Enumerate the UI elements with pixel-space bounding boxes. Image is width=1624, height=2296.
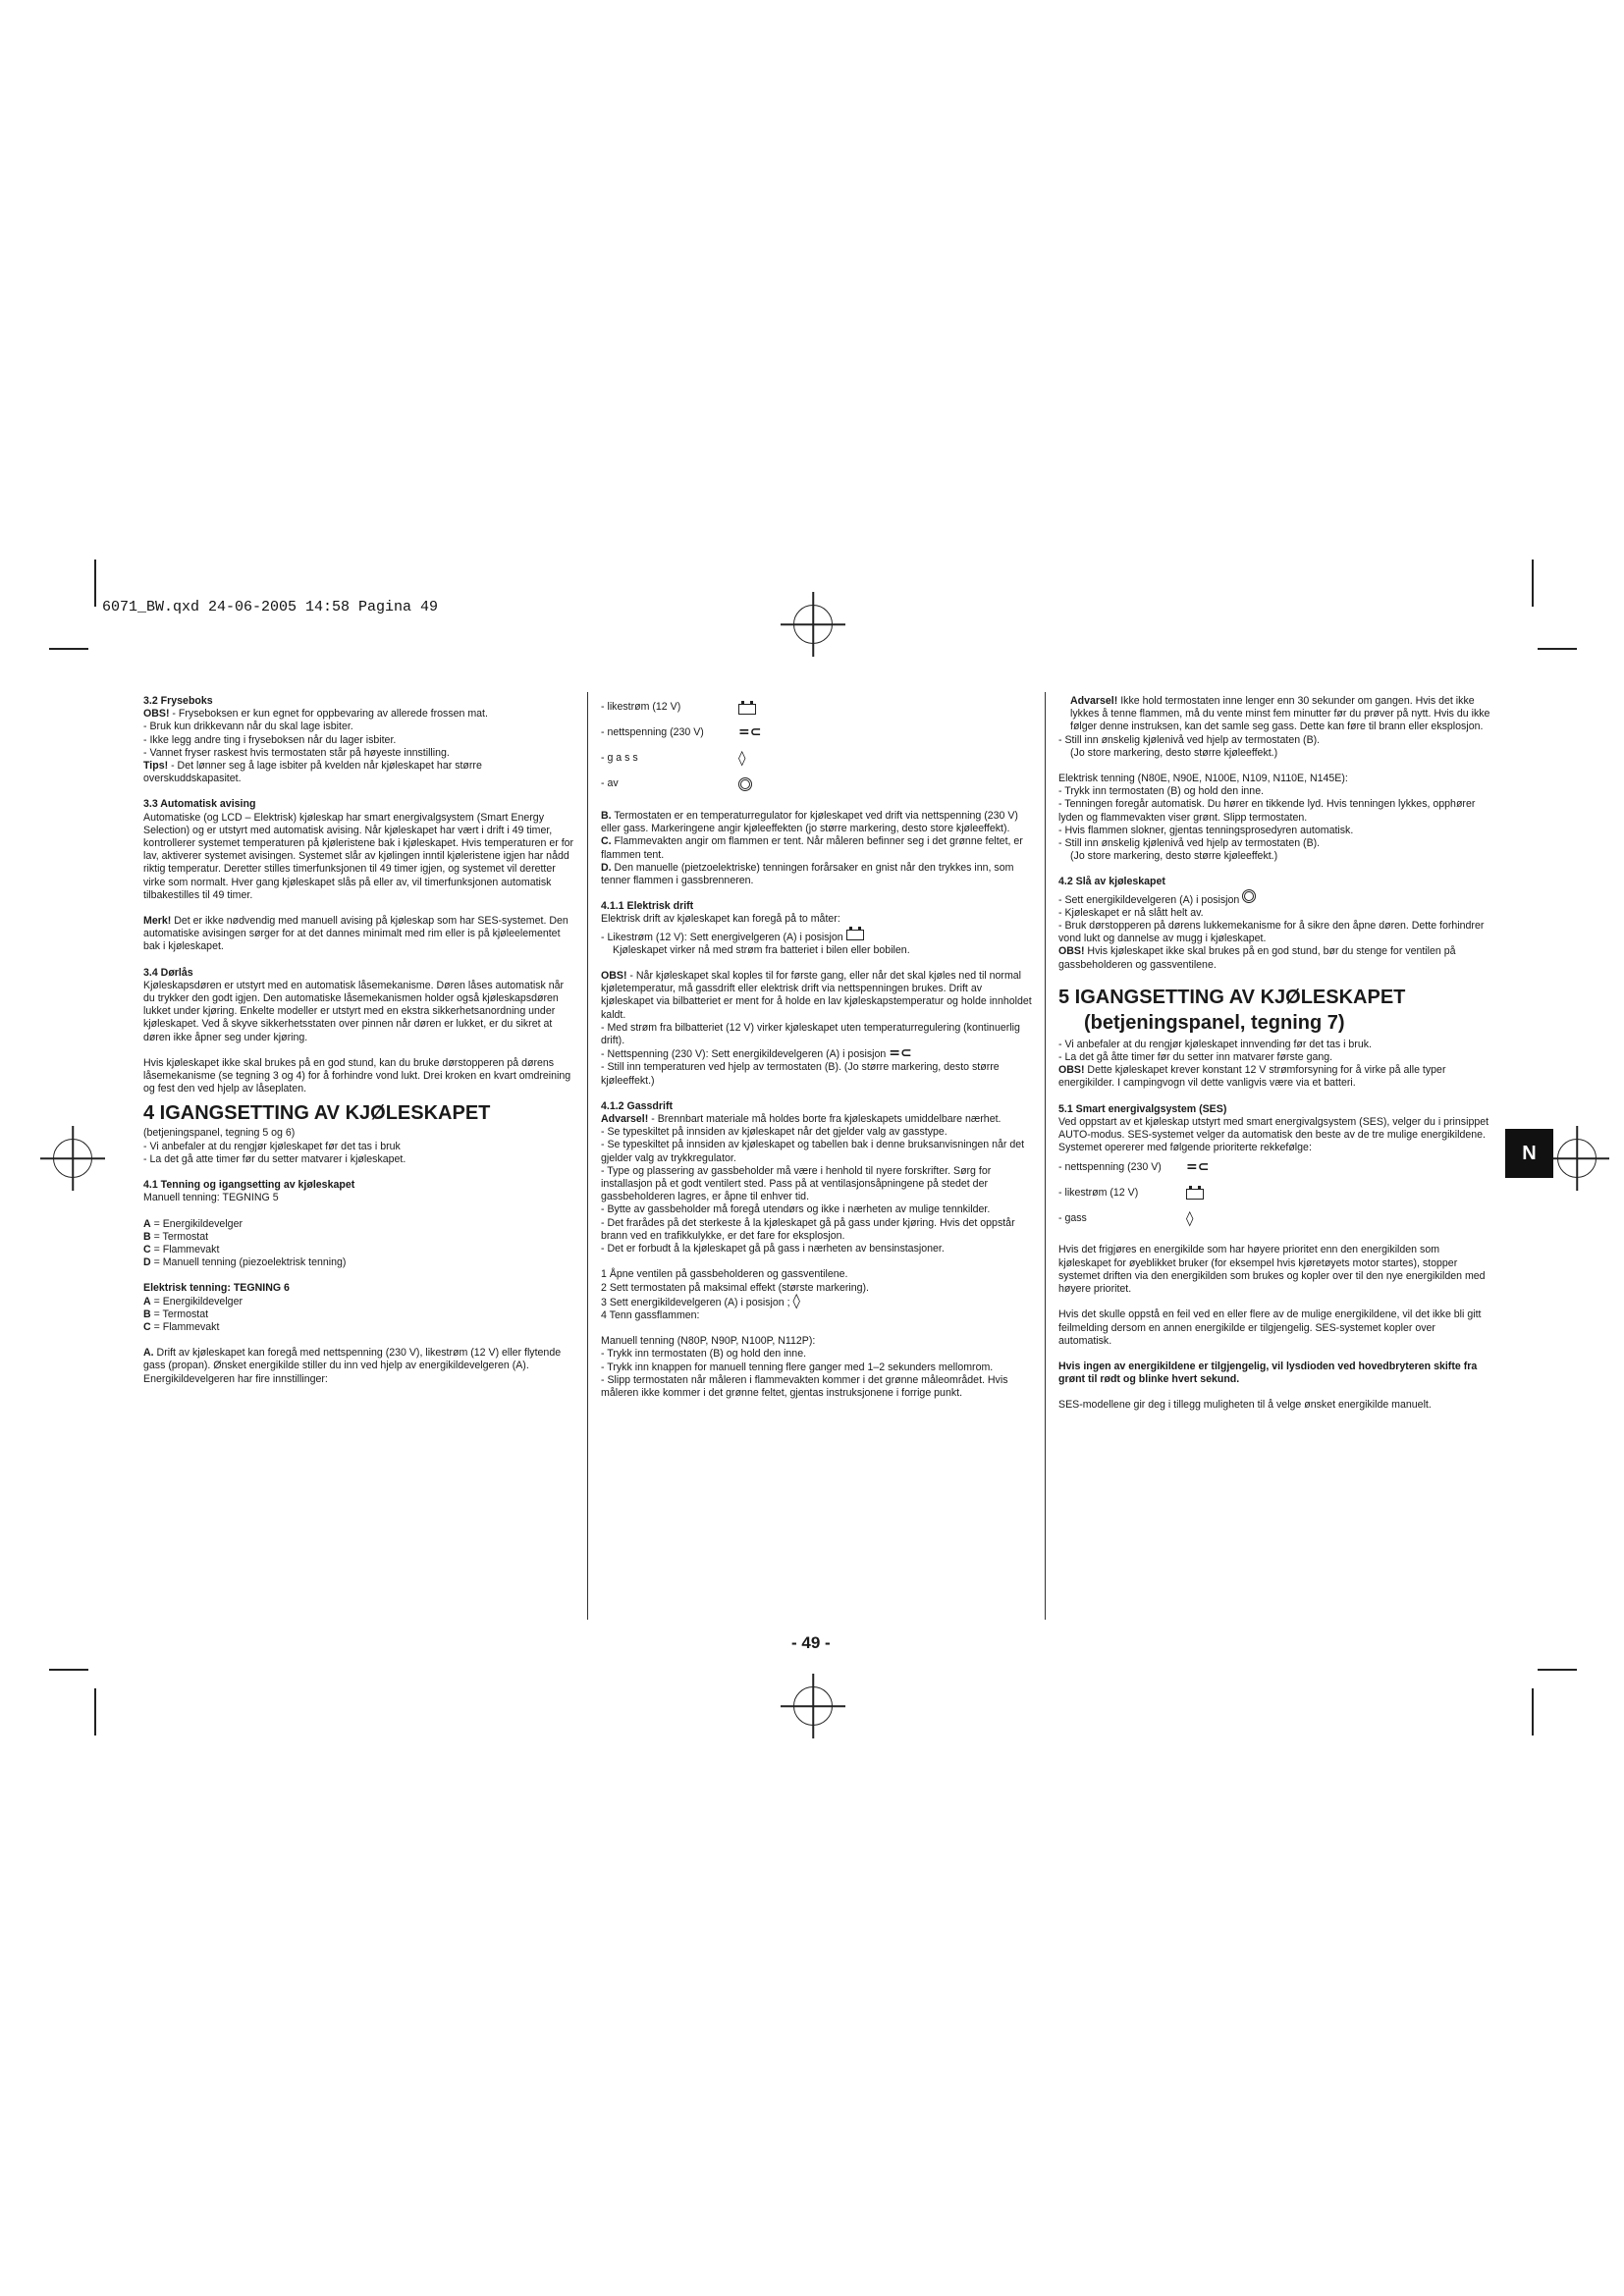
list-item: - Still inn ønskelig kjølenivå ved hjelp av termostaten (B). bbox=[1058, 837, 1321, 850]
column-2 bbox=[601, 695, 1033, 1400]
priority-item: - likestrøm (12 V) bbox=[1058, 1180, 1490, 1205]
paragraph: C. Flammevakten angir om flammen er tent. Når måleren befinner seg i det grønne feltet, er flammen tent. bbox=[601, 835, 1023, 861]
list-item: - Sett energikildevelgeren (A) i posisjon bbox=[1058, 889, 1490, 907]
plug-icon: =⊂ bbox=[889, 1045, 912, 1062]
section-5-1-title: 5.1 Smart energivalgsystem (SES) bbox=[1058, 1102, 1227, 1115]
list-item: - La det gå åtte timer før du setter inn matvarer første gang. bbox=[1058, 1051, 1333, 1064]
plug-icon: =⊂ bbox=[738, 724, 762, 741]
battery-icon bbox=[1186, 1189, 1204, 1200]
list-item: - La det gå atte timer før du setter matvarer i kjøleskapet. bbox=[143, 1152, 406, 1165]
column-1 bbox=[143, 695, 575, 1386]
legend-item: D = Manuell tenning (piezoelektrisk tenning) bbox=[143, 1256, 347, 1269]
language-tab: N bbox=[1505, 1129, 1553, 1178]
crop-mark bbox=[1532, 560, 1534, 607]
source-item: - av bbox=[601, 772, 1033, 797]
list-item: - Se typeskiltet på innsiden av kjøleskapet når det gjelder valg av gasstype. bbox=[601, 1126, 947, 1139]
section-4-1-1-title: 4.1.1 Elektrisk drift bbox=[601, 900, 694, 913]
paragraph: A. Drift av kjøleskapet kan foregå med nettspenning (230 V), likestrøm (12 V) eller flytende gass (propan). Ønsket energikilde stiller du inn ved hjelp av energikildevelgeren (A). Energikildevelgeren har fire innstillinger: bbox=[143, 1347, 562, 1385]
crop-mark bbox=[1538, 1669, 1577, 1671]
section-3-4-title: 3.4 Dørlås bbox=[143, 966, 193, 979]
subtitle: (betjeningspanel, tegning 5 og 6) bbox=[143, 1127, 296, 1140]
paragraph: Merk! Det er ikke nødvendig med manuell avising på kjøleskap som har SES-systemet. Den automatiske avisingen sørger for at det dannes minimalt med rim eller is på kjøleelementet bak i kjøleskapet. bbox=[143, 915, 568, 953]
legend-item: A = Energikildevelger bbox=[143, 1217, 243, 1230]
flame-icon: ◊ bbox=[738, 749, 746, 768]
legend-item: C = Flammevakt bbox=[143, 1320, 220, 1333]
column-3 bbox=[1058, 695, 1490, 1413]
flame-icon: ◊ bbox=[792, 1291, 800, 1309]
paragraph: Advarsel! - Brennbart materiale må holdes borte fra kjøleskapets umiddelbare nærhet. bbox=[601, 1113, 1001, 1126]
step-item: 1 Åpne ventilen på gassbeholderen og gassventilene. bbox=[601, 1268, 848, 1281]
column-divider bbox=[587, 692, 588, 1620]
step-item: 4 Tenn gassflammen: bbox=[601, 1308, 700, 1321]
paragraph: Automatiske (og LCD – Elektrisk) kjøleskap har smart energivalgsystem (Smart Energy Selection) og er utstyrt med automatisk avising. Når kjøleskapet har vært i drift i 49 timer, kontrollerer systemet temperaturen på kjøleristene bak i kjøleskapet. Hvis temperaturen er for lav, aktiverer systemet avisingen. Systemet slår av kjølingen inntil kjøleristene igjen har nådd riktig temperatur. Deretter stilles timerfunksjonen til 49 timer igjen, og systemet vil deretter virke som normalt. Hver gang kjøleskapet slås på eller av, vil timerfunksjonen automatisk tilbakestilles til 49 timer. bbox=[143, 811, 574, 901]
print-slug: 6071_BW.qxd 24-06-2005 14:58 Pagina 49 bbox=[102, 599, 439, 615]
legend-tegning-6 bbox=[143, 1296, 575, 1335]
list-item: - Bruk dørstopperen på dørens lukkemekanisme for å sikre den åpne døren. Dette forhindrer vond lukt og dannelse av mugg i kjøleskapet. bbox=[1058, 920, 1485, 945]
section-5-title: 5 IGANGSETTING AV KJØLESKAPET bbox=[1058, 986, 1406, 1008]
list-item: - Trykk inn termostaten (B) og hold den inne. bbox=[1058, 785, 1265, 798]
list-item: - Bruk kun drikkevann når du skal lage isbiter. bbox=[143, 721, 353, 733]
list-item: Kjøleskapet virker nå med strøm fra batteriet i bilen eller bobilen. bbox=[613, 943, 910, 956]
registration-mark bbox=[793, 605, 833, 644]
list-item: - Still inn ønskelig kjølenivå ved hjelp av termostaten (B). bbox=[1058, 733, 1321, 746]
subtitle: Elektrisk tenning (N80E, N90E, N100E, N109, N110E, N145E): bbox=[1058, 773, 1348, 785]
list-item: - Slipp termostaten når måleren i flammevakten kommer i det grønne måleområdet. Hvis måleren ikke kommer i det grønne feltet, gjentas instruksjonene i forrige punkt. bbox=[601, 1373, 1008, 1399]
step-item: 3 Sett energikildevelgeren (A) i posisjon ; ◊ bbox=[601, 1291, 800, 1309]
section-4-title: 4 IGANGSETTING AV KJØLESKAPET bbox=[143, 1102, 491, 1125]
plug-icon: =⊂ bbox=[1186, 1158, 1210, 1175]
column-divider bbox=[1045, 692, 1046, 1620]
section-5-subtitle: (betjeningspanel, tegning 7) bbox=[1084, 1011, 1345, 1034]
paragraph: Hvis kjøleskapet ikke skal brukes på en god stund, kan du bruke dørstopperen på dørens låsemekanisme (se tegning 3 og 4) for å forhindre vond lukt. Drei kroken en kvart omdreining og fest den ved hjelp av låseplaten. bbox=[143, 1056, 571, 1095]
paragraph: B. Termostaten er en temperaturregulator for kjøleskapet ved drift via nettspenning (230 V) eller gass. Markeringene angir kjøleeffekten (jo større markering, desto store kjøleeffekt). bbox=[601, 810, 1018, 835]
paragraph: OBS! Dette kjøleskapet krever konstant 12 V strømforsyning for å virke på alle typer energikilder. I campingvogn vil dette vanligvis være via et batteri. bbox=[1058, 1064, 1446, 1090]
list-item: - Tenningen foregår automatisk. Du hører en tikkende lyd. Hvis tenningen lykkes, opphører lyden og flammevakten viser grønt. Slipp termostaten. bbox=[1058, 798, 1476, 824]
paragraph: SES-modellene gir deg i tillegg muligheten til å velge ønsket energikilde manuelt. bbox=[1058, 1399, 1432, 1412]
subtitle: Manuell tenning (N80P, N90P, N100P, N112P): bbox=[601, 1335, 816, 1348]
crop-mark bbox=[49, 648, 88, 650]
paragraph: OBS! - Fryseboksen er kun egnet for oppbevaring av allerede frossen mat. bbox=[143, 708, 488, 721]
flame-icon: ◊ bbox=[1186, 1208, 1194, 1227]
list-item: - Det frarådes på det sterkeste å la kjøleskapet gå på gass under kjøring. Hvis det oppstår brann ved en trafikkulykke, er det fare for eksplosjon. bbox=[601, 1216, 1015, 1242]
registration-mark bbox=[53, 1139, 92, 1178]
source-item: - nettspenning (230 V) =⊂ bbox=[601, 724, 762, 741]
legend-item: B = Termostat bbox=[143, 1308, 209, 1320]
legend-tegning-5 bbox=[143, 1218, 575, 1270]
list-item: - Still inn temperaturen ved hjelp av termostaten (B). (Jo større markering, desto større kjøleeffekt.) bbox=[601, 1061, 1000, 1087]
section-4-2-title: 4.2 Slå av kjøleskapet bbox=[1058, 876, 1165, 888]
list-item: - Vi anbefaler at du rengjør kjøleskapet før det tas i bruk bbox=[143, 1140, 401, 1152]
list-item: - Hvis flammen slokner, gjentas tenningsprosedyren automatisk. bbox=[1058, 824, 1354, 836]
legend-item: C = Flammevakt bbox=[143, 1243, 220, 1255]
paragraph: Elektrisk drift av kjøleskapet kan foregå på to måter: bbox=[601, 913, 840, 926]
list-item: - Trykk inn termostaten (B) og hold den inne. bbox=[601, 1348, 807, 1361]
subtitle: Manuell tenning: TEGNING 5 bbox=[143, 1192, 279, 1204]
list-item: - Vannet fryser raskest hvis termostaten står på høyeste innstilling. bbox=[143, 746, 450, 759]
list-item: - Trykk inn knappen for manuell tenning flere ganger med 1–2 sekunders mellomrom. bbox=[601, 1361, 994, 1373]
off-icon bbox=[738, 777, 752, 791]
source-item: - likestrøm (12 V) bbox=[601, 695, 1033, 721]
priority-item: - nettspenning (230 V) =⊂ bbox=[1058, 1158, 1210, 1175]
paragraph: D. Den manuelle (pietzoelektriske) tenningen forårsaker en gnist når den trykkes inn, som tenner flammen i gassbrenneren. bbox=[601, 861, 1014, 887]
list-item: - Likestrøm (12 V): Sett energivelgeren (A) i posisjon bbox=[601, 927, 1033, 944]
section-3-3-title: 3.3 Automatisk avising bbox=[143, 798, 256, 811]
crop-mark bbox=[94, 1688, 96, 1735]
list-item: - Det er forbudt å la kjøleskapet gå på gass i nærheten av bensinstasjoner. bbox=[601, 1243, 945, 1255]
list-item: (Jo store markering, desto større kjøleeffekt.) bbox=[1070, 746, 1278, 759]
paragraph: Hvis ingen av energikildene er tilgjengelig, vil lysdioden ved hovedbryteren skifte fra grønt til rødt og blinke hvert sekund. bbox=[1058, 1360, 1478, 1386]
paragraph: Advarsel! Ikke hold termostaten inne lenger enn 30 sekunder om gangen. Hvis det ikke lykkes å tenne flammen, må du vente minst fem minutter før du prøver på nytt. Hvis du ikke følger denne instruksen, kan det samle seg gass. Dette kan føre til brann eller eksplosjon. bbox=[1070, 695, 1490, 733]
paragraph: Hvis det frigjøres en energikilde som har høyere prioritet enn den energikilden som kjøleskapet for øyeblikket bruker (for eksempel hvis kjøretøyets motor startes), stopper systemet driften via den energikilden som brukes og kopler over til den nye energikilden med høyere prioritet. bbox=[1058, 1244, 1486, 1296]
paragraph: Kjøleskapsdøren er utstyrt med en automatisk låsemekanisme. Døren låses automatisk når du trykker den godt igjen. Den automatiske låsemekanismen holder også kjøleskapsdøren lukket under kjøring. Enkelte modeller er utstyrt med en ekstra sikkerhetsanordning under kjøleskapet. Ved å skyve sikkerhetsstaten over pinnen når døren er lukket, er du sikret at døren ikke åpner seg under kjøring. bbox=[143, 979, 565, 1043]
battery-icon bbox=[846, 930, 864, 940]
crop-mark bbox=[49, 1669, 88, 1671]
off-icon bbox=[1242, 889, 1256, 903]
tegning-6-title: Elektrisk tenning: TEGNING 6 bbox=[143, 1282, 290, 1295]
paragraph: OBS! - Når kjøleskapet skal koples til for første gang, eller når det skal kjøles ned til normal kjøletemperatur, må gassdrift eller elektrisk drift via nettspenningen brukes. Drift av kjøleskapet via bilbatteriet er ment for å holde en lav kjøleskapstemperatur og holde innholdet kaldt. bbox=[601, 970, 1032, 1021]
registration-mark bbox=[1557, 1139, 1597, 1178]
paragraph: Tips! - Det lønner seg å lage isbiter på kvelden når kjøleskapet har større overskuddskapasitet. bbox=[143, 760, 482, 785]
legend-item: A = Energikildevelger bbox=[143, 1295, 243, 1308]
list-item: - Nettspenning (230 V): Sett energikildevelgeren (A) i posisjon =⊂ bbox=[601, 1045, 912, 1062]
battery-icon bbox=[738, 704, 756, 715]
section-4-1-2-title: 4.1.2 Gassdrift bbox=[601, 1099, 674, 1112]
list-item: - Type og plassering av gassbeholder må være i henhold til nyere forskrifter. Sørg for installasjon på et godt ventilert sted. Pass på at ventilasjonsåpningene på stedet der gassbeholderen lagres, er åpne til enhver tid. bbox=[601, 1164, 992, 1203]
list-item: - Kjøleskapet er nå slått helt av. bbox=[1058, 906, 1204, 919]
list-item: (Jo store markering, desto større kjøleeffekt.) bbox=[1070, 850, 1278, 863]
list-item: - Se typeskiltet på innsiden av kjøleskapet og tabellen bak i denne bruksanvisningen når det gjelder valg av trykkregulator. bbox=[601, 1139, 1025, 1164]
step-item: 2 Sett termostaten på maksimal effekt (største markering). bbox=[601, 1281, 869, 1294]
paragraph: OBS! Hvis kjøleskapet ikke skal brukes på en god stund, bør du stenge for ventilen på gassbeholderen og gassventilene. bbox=[1058, 945, 1456, 971]
crop-mark bbox=[1538, 648, 1577, 650]
list-item: - Ikke legg andre ting i fryseboksen når du lager isbiter. bbox=[143, 733, 397, 746]
paragraph: Ved oppstart av et kjøleskap utstyrt med smart energivalgsystem (SES), velger du i prinsippet AUTO-modus. SES-systemet velger da automatisk den beste av de tre mulige energikildene. Systemet opererer med følgende prioriterte rekkefølge: bbox=[1058, 1115, 1489, 1154]
priority-item: - gass ◊ bbox=[1058, 1208, 1194, 1227]
crop-mark bbox=[1532, 1688, 1534, 1735]
list-item: - Vi anbefaler at du rengjør kjøleskapet innvending før det tas i bruk. bbox=[1058, 1038, 1372, 1050]
section-4-1-title: 4.1 Tenning og igangsetting av kjøleskapet bbox=[143, 1179, 355, 1192]
source-item: - g a s s ◊ bbox=[601, 749, 746, 768]
crop-mark bbox=[94, 560, 96, 607]
list-item: - Bytte av gassbeholder må foregå utendørs og ikke i nærheten av mulige tennkilder. bbox=[601, 1203, 991, 1216]
paragraph: Hvis det skulle oppstå en feil ved en eller flere av de mulige energikildene, vil det ikke bli gitt feilmelding dersom en annen energikilde er tilgjengelig. SES-systemet kopler over automatisk. bbox=[1058, 1308, 1482, 1347]
list-item: - Med strøm fra bilbatteriet (12 V) virker kjøleskapet uten temperaturregulering (kontinuerlig drift). bbox=[601, 1021, 1020, 1047]
section-3-2-title: 3.2 Fryseboks bbox=[143, 695, 213, 707]
page-number: - 49 - bbox=[791, 1633, 831, 1652]
registration-mark bbox=[793, 1686, 833, 1726]
legend-item: B = Termostat bbox=[143, 1230, 209, 1243]
